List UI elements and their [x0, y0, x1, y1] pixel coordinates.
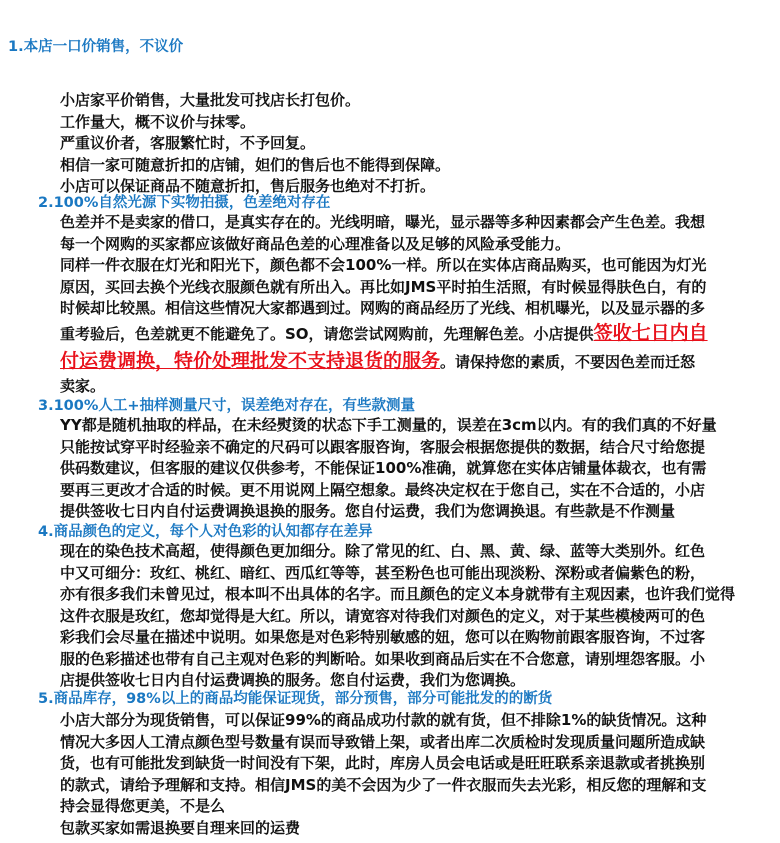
section-1-line: 严重议价者，客服繁忙时，不予回复。 — [60, 134, 316, 152]
section-2-line: 每一个网购的买家都应该做好商品色差的心理准备以及足够的风险承受能力。 — [60, 234, 571, 253]
section-5-line: 持会显得您更美，不是么 — [60, 797, 226, 815]
section-4-body — [60, 541, 756, 692]
section-1-line: 小店家平价销售，大量批发可找店长打包价。 — [60, 91, 361, 109]
section-1-heading: 1.本店一口价销售，不议价 — [8, 39, 184, 55]
section-4-line: 服的色彩描述也带有自己主观对色彩的判断哈。如果收到商品后实在不合您意，请别埋怨客服。小 — [60, 649, 706, 668]
section-5-body — [60, 710, 756, 839]
section-1-line: 小店可以保证商品不随意折扣，售后服务也绝对不打折。 — [60, 177, 436, 195]
section-4-line: 店提供签收七日内自付运费调换的服务。您自付运费，我们为您调换。 — [60, 671, 526, 689]
section-4-line: 现在的染色技术高超，使得颜色更加细分。除了常见的红、白、黑、黄、绿、蓝等大类别外。红色 — [60, 542, 706, 560]
section-2-line: 时候却比较黑。相信这些情况大家都遇到过。网购的商品经历了光线、相机曝光，以及显示器的多 — [60, 299, 706, 317]
section-5-line: 小店大部分为现货销售，可以保证99%的商品成功付款的就有货，但不排除1%的缺货情况。这种 — [60, 711, 707, 729]
section-4-heading: 4.商品颜色的定义，每个人对色彩的认知都存在差异 — [38, 524, 373, 540]
section-3-line: 只能按试穿平时经验亲不确定的尺码可以跟客服咨询，客服会根据您提供的数据，结合尺寸给您提 — [60, 437, 706, 456]
section-1-body — [60, 90, 756, 198]
section-2-line: 原因，买回去换个光线衣服颜色就有所出入。再比如JMS平时拍生活照，有时候显得肤色白，有的 — [60, 277, 707, 296]
section-3-line: YY都是随机抽取的样品，在未经熨烫的状态下手工测量的，误差在3cm以内。有的我们真的不好量 — [60, 416, 717, 434]
section-3-line: 要再三更改才合适的时候。更不用说网上隔空想象。最终决定权在于您自己，实在不合适的，小店 — [60, 480, 706, 499]
section-2-line: 色差并不是卖家的借口，是真实存在的。光线明暗，曝光，显示器等多种因素都会产生色差。我想 — [60, 213, 706, 231]
section-5-line: 情况大多因人工清点颜色型号数量有误而导致错上架，或者出库二次质检时发现质量问题所造成缺 — [60, 732, 706, 751]
section-2-line: 卖家。 — [60, 376, 106, 395]
section-4-line: 中又可细分：玫红、桃红、暗红、西瓜红等等，甚至粉色也可能出现淡粉、深粉或者偏紫色的粉， — [60, 563, 706, 582]
section-1-line: 相信一家可随意折扣的店铺，妲们的售后也不能得到保障。 — [60, 155, 451, 174]
section-4-line: 彩我们会尽量在描述中说明。如果您是对色彩特别敏感的妞，您可以在购物前跟客服咨询，不过客 — [60, 628, 706, 646]
section-2-line: 同样一件衣服在灯光和阳光下，颜色都不会100%一样。所以在实体店商品购买，也可能因为灯光 — [60, 256, 707, 274]
section-5-line: 的款式，请给予理解和支持。相信JMS的美不会因为少了一件衣服而失去光彩，相反您的理解和支 — [60, 775, 707, 794]
section-2-heading: 2.100%自然光源下实物拍摄，色差绝对存在 — [38, 195, 331, 211]
section-2-line — [60, 348, 756, 376]
section-5-heading: 5.商品库存，98%以上的商品均能保证现货，部分预售，部分可能批发的的断货 — [38, 691, 553, 707]
section-1-line: 工作量大，概不议价与抹零。 — [60, 112, 256, 131]
section-4-line: 这件衣服是玫红，您却觉得是大红。所以，请宽容对待我们对颜色的定义，对于某些模棱两可的色 — [60, 606, 706, 625]
section-2-line — [60, 320, 756, 348]
section-5-line: 包款买家如需退换要自理来回的运费 — [60, 818, 301, 837]
section-3-body — [60, 415, 756, 523]
section-2-line-text: 。请保持您的素质，不要因色差而迁怒 — [440, 352, 696, 371]
section-5-line: 货，也有可能批发到缺货一时间没有下架，此时，库房人员会电话或是旺旺联系亲退款或者挑换别 — [60, 754, 706, 772]
section-3-line: 提供签收七日内自付运费调换退换的服务。您自付运费，我们为您调换退。有些款是不作测量 — [60, 502, 676, 520]
highlight-text: 付运费调换，特价处理批发不支持退货的服务 — [60, 349, 441, 372]
section-4-line: 亦有很多我们未曾见过，根本叫不出具体的名字。而且颜色的定义本身就带有主观因素，也许我们觉得 — [60, 585, 736, 603]
section-2-line-text: 重考验后，色差就更不能避免了。SO，请您尝试网购前，先理解色差。小店提供 — [60, 324, 594, 343]
section-3-line: 供码数建议，但客服的建议仅供参考，不能保证100%准确，就算您在实体店铺量体裁衣，也有需 — [60, 459, 707, 477]
section-3-heading: 3.100%人工+抽样测量尺寸，误差绝对存在，有些款测量 — [38, 398, 416, 414]
highlight-text: 签收七日内自 — [593, 321, 708, 344]
section-2-body — [60, 212, 756, 397]
